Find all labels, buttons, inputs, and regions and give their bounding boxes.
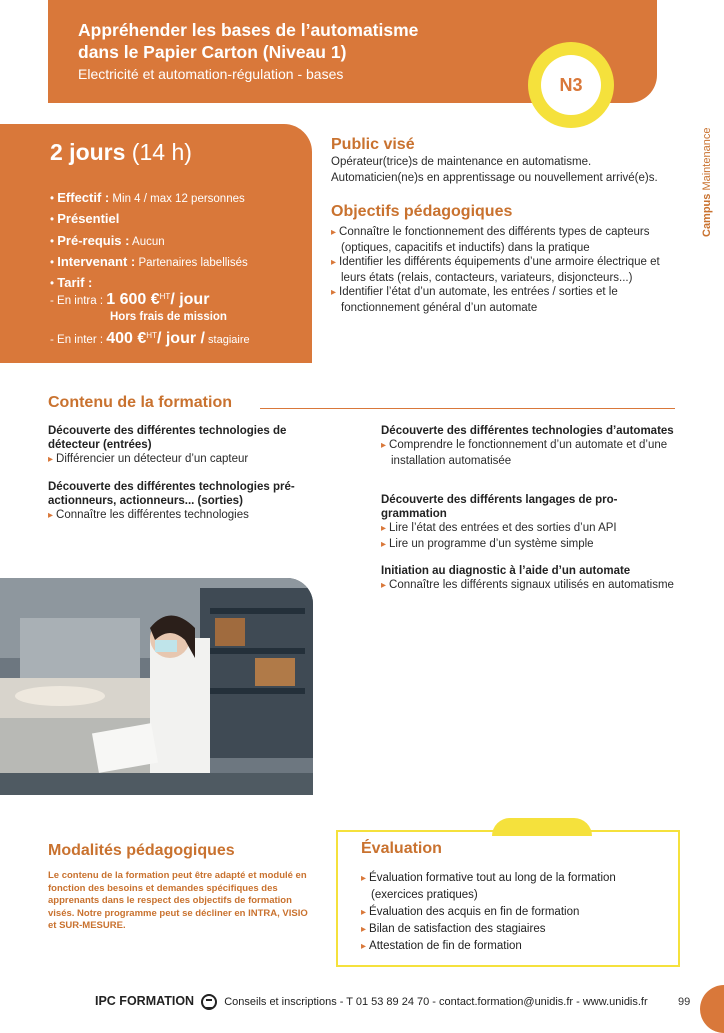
prerequis-value: Aucun [129, 236, 165, 248]
public-line: Automaticien(ne)s en apprentissage ou nouvellement arrivé(e)s. [331, 171, 658, 184]
prerequis-label: Pré-requis : [57, 233, 130, 248]
objectifs-list [331, 225, 676, 315]
level-badge: N3 [541, 55, 601, 115]
contenu-block [381, 424, 681, 468]
intra-price: 1 600 € [106, 291, 160, 308]
evaluation-item: ▸ Attestation de fin de formation [361, 938, 661, 955]
duration-days: 2 jours [50, 139, 126, 165]
objectif-item: ▸ Identifier les différents équipements d’une armoire électrique et leurs états (relais, contacteurs, variateurs, disjoncteurs...) [331, 255, 676, 285]
footer-brand: IPC FORMATION [95, 994, 195, 1008]
contenu-block [381, 493, 681, 552]
tarif-label: Tarif : [57, 275, 93, 290]
intra-ht: HT [159, 292, 171, 302]
public-title: Public visé [331, 136, 415, 153]
contenu-block-heading: Découverte des différentes technologies d’automates [381, 425, 674, 437]
evaluation-title: Évaluation [361, 840, 442, 857]
intra-unit: / jour [170, 291, 210, 308]
evaluation-item: ▸ Évaluation formative tout au long de la formation (exercices pratiques) [361, 870, 661, 904]
page-number: 99 [678, 996, 691, 1008]
public-line: Opérateur(trice)s de maintenance en automatisme. [331, 156, 592, 168]
contenu-block-item: ▸ Comprendre le fonctionnement d’un automate et d’une installation automatisée [381, 438, 681, 468]
public-text [331, 155, 691, 186]
contenu-divider [260, 408, 675, 409]
tarif-line: • Tarif : [50, 275, 93, 290]
inter-ht: HT [146, 331, 157, 341]
contenu-block-item: ▸ Connaître les différents signaux utilisés en automatisme [381, 578, 681, 594]
training-photo-illustration [0, 578, 313, 795]
intra-note: Hors frais de mission [110, 311, 227, 323]
contenu-block-heading: Découverte des différentes technologies pré-actionneurs, actionneurs... (sorties) [48, 481, 295, 507]
intervenant-label: Intervenant : [57, 254, 136, 269]
intra-price-line [50, 291, 209, 309]
contenu-block-heading: Initiation au diagnostic à l’aide d’un automate [381, 565, 631, 577]
contenu-block [48, 424, 333, 468]
course-title-line1: Appréhender les bases de l’automatisme [78, 20, 419, 40]
modalites-title: Modalités pédagogiques [48, 842, 235, 859]
objectif-item: ▸ Connaître le fonctionnement des différents types de capteurs (optiques, capacitifs et inductifs) dans la pratique [331, 225, 676, 255]
inter-price-line [50, 330, 250, 348]
training-photo [0, 578, 313, 795]
contenu-block-item: ▸ Différencier un détecteur d’un capteur [48, 452, 333, 468]
campus-side-label [697, 103, 721, 238]
contenu-title: Contenu de la formation [48, 394, 232, 411]
course-subtitle: Electricité et automation-régulation - bases [78, 66, 344, 82]
evaluation-list [361, 870, 661, 955]
course-title-line2: dans le Papier Carton (Niveau 1) [78, 42, 347, 62]
presentiel-label: Présentiel [57, 211, 120, 226]
intra-label: - En intra : [50, 295, 107, 307]
inter-price: 400 € [106, 330, 147, 347]
contenu-block-item: ▸ Connaître les différentes technologies [48, 508, 333, 524]
effectif-label: Effectif : [57, 190, 110, 205]
contenu-block-item: ▸ Lire un programme d’un système simple [381, 537, 681, 553]
inter-suffix: stagiaire [204, 334, 250, 346]
presentiel-line: • Présentiel [50, 211, 120, 226]
course-title [78, 19, 508, 63]
page-corner-decoration [700, 985, 724, 1033]
contenu-block-item: ▸ Lire l’état des entrées et des sorties d’un API [381, 521, 681, 537]
side-label-strong: Campus [701, 193, 713, 237]
footer-contact: Conseils et inscriptions - T 01 53 89 24 70 - contact.formation@unidis.fr - www.unidis.fr [224, 996, 648, 1008]
footer [95, 994, 648, 1010]
inter-label: - En inter : [50, 334, 107, 346]
side-label-rest: Maintenance [701, 127, 713, 194]
ipc-logo-icon [201, 994, 217, 1010]
evaluation-item: ▸ Évaluation des acquis en fin de formation [361, 904, 661, 921]
intervenant-line: • Intervenant : Partenaires labellisés [50, 254, 248, 269]
evaluation-item: ▸ Bilan de satisfaction des stagiaires [361, 921, 661, 938]
contenu-block-heading: Découverte des différents langages de pro-grammation [381, 494, 618, 520]
prerequis-line: • Pré-requis : Aucun [50, 233, 165, 248]
duration [50, 139, 192, 166]
objectifs-title: Objectifs pédagogiques [331, 203, 513, 220]
effectif-line: • Effectif : Min 4 / max 12 personnes [50, 190, 245, 205]
modalites-text: Le contenu de la formation peut être adapté et modulé en fonction des besoins et demandes spécifiques des apprenants dans le respect des objectifs de formation visés. Notre programme peut se décliner en INTRA, VISIO et SUR-MESURE. [48, 870, 308, 931]
contenu-block-heading: Découverte des différentes technologies de détecteur (entrées) [48, 425, 287, 451]
objectif-item: ▸ Identifier l’état d’un automate, les entrées / sorties et le fonctionnement général d’un automate [331, 285, 676, 315]
duration-hours: (14 h) [125, 139, 192, 165]
contenu-block [381, 564, 681, 594]
inter-unit: / jour / [156, 330, 205, 347]
effectif-value: Min 4 / max 12 personnes [109, 193, 245, 205]
contenu-block [48, 480, 333, 524]
intervenant-value: Partenaires labellisés [135, 257, 248, 269]
